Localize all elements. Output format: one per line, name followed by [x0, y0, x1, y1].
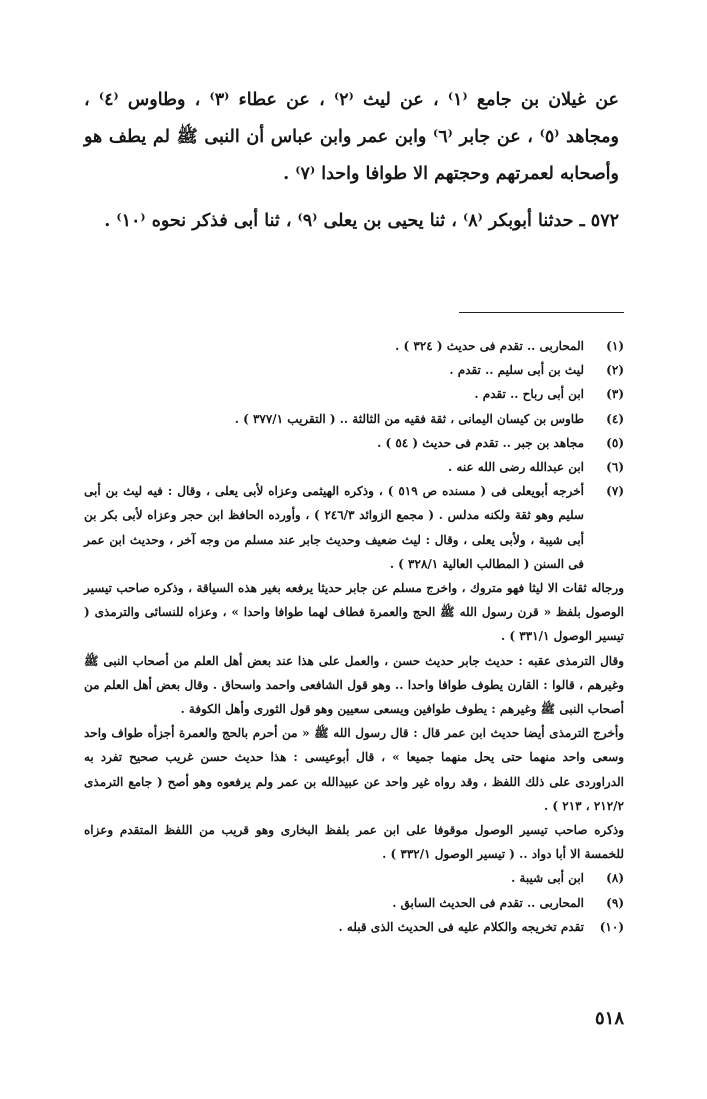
footnote-body	[84, 455, 584, 479]
footnote-paragraph: مجاهد بن جبر .. تقدم فى حديث ( ٥٤ ) .	[377, 435, 584, 450]
footnote-number: (٨)	[606, 871, 624, 886]
footnote	[84, 479, 624, 866]
footnote-paragraph: ليث بن أبى سليم .. تقدم .	[449, 363, 584, 378]
footnote-body	[84, 479, 624, 866]
footnote-body	[84, 407, 584, 431]
hadith-572-paragraph: ٥٧٢ ـ حدثنا أبوبكر ⁽٨⁾ ، ثنا يحيى بن يعلى ⁽٩⁾ ، ثنا أبى فذكر نحوه ⁽١٠⁾ .	[104, 211, 619, 231]
footnote-paragraph: تقدم تخريجه والكلام عليه فى الحديث الذى قبله .	[338, 919, 584, 934]
footnote-paragraph: أخرجه أبويعلى فى ( مسنده ص ٥١٩ ) ، وذكره الهيثمى وعزاه لأبى يعلى ، وقال : فيه ليث بن أبى سليم وهو ثقة ولكنه مدلس . ( مجمع الزوائد ٢٤٦/٣ ) ، وأورده الحافظ ابن حجر وعزاه لأبى بكر بن أبى شيبة ، ولأبى يعلى ، وقال : ليث ضعيف وحديث جابر عند مسلم من وجه آخر ، وحديث ابن عمر فى السنن ( المطالب العالية ٣٢٨/١ ) .	[84, 484, 585, 571]
footnote	[84, 891, 624, 915]
footnote-body	[84, 358, 584, 382]
footnote-body	[84, 891, 584, 915]
footnote-body	[84, 382, 584, 406]
footnote	[84, 431, 624, 455]
footnote-body	[84, 431, 584, 455]
footnote-number: (١٠)	[599, 919, 624, 934]
footnote-paragraph: ابن أبى شيبة .	[511, 871, 584, 886]
footnote-body	[84, 915, 584, 939]
footnote-body	[84, 866, 584, 890]
footnote-number: (٤)	[606, 411, 624, 426]
hadith-chain-paragraph: عن غيلان بن جامع ⁽١⁾ ، عن ليث ⁽٢⁾ ، عن عطاء ⁽٣⁾ ، وطاوس ⁽٤⁾ ، ومجاهد ⁽٥⁾ ، عن جابر ⁽٦⁾ وابن عمر وابن عباس أن النبى ﷺ لم يطف هو وأصحابه لعمرتهم وحجتهم الا طوافا واحدا ⁽٧⁾ .	[84, 90, 619, 184]
footnote	[84, 382, 624, 406]
footnote-paragraph: المحاربى .. تقدم فى الحديث السابق .	[392, 895, 584, 910]
footnote-divider	[459, 312, 624, 313]
footnote	[84, 455, 624, 479]
footnote	[84, 866, 624, 890]
footnote-paragraph: وأخرج الترمذى أيضا حديث ابن عمر قال : قال رسول الله ﷺ « من أحرم بالحج والعمرة أجزأه طواف واحد وسعى واحد منهما حتى يحل منهما جميعا » ، قال أبوعيسى : هذا حديث حسن غريب صحيح تفرد به الدراوردى على ذلك اللفظ ، وقد رواه غير واحد عن عبيدالله بن عمر ولم يرفعوه وهو أصح ( جامع الترمذى ٢١٢/٢ ، ٢١٣ ) .	[84, 726, 624, 813]
footnote-paragraph: وقال الترمذى عقبه : حديث جابر حديث حسن ، والعمل على هذا عند بعض أهل العلم من أصحاب النبى ﷺ وغيرهم ، قالوا : القارن يطوف طوافا واحدا .. وهو قول الشافعى واحمد واسحاق . وقال بعض أهل العلم من أصحاب النبى ﷺ وغيرهم : يطوف طوافين ويسعى سعيين وهو قول الثورى وأهل الكوفة .	[84, 653, 624, 717]
footnote-paragraph: ورجاله ثقات الا ليثا فهو متروك ، واخرج مسلم عن جابر حديثا يرفعه بغير هذه السياقة ، وذكره صاحب تيسير الوصول بلفظ « قرن رسول الله ﷺ الحج والعمرة فطاف لهما طوافا واحدا » ، وعزاه للنسائى والترمذى ( تيسير الوصول ٣٣١/١ ) .	[84, 581, 624, 644]
footnote	[84, 358, 624, 382]
footnote-paragraph: ابن عبدالله رضى الله عنه .	[448, 460, 584, 475]
footnote	[84, 334, 624, 358]
page-number: ٥١٨	[594, 1008, 624, 1029]
footnote-number: (٧)	[606, 484, 624, 499]
footnote-paragraph: ابن أبى رباح .. تقدم .	[474, 387, 584, 402]
footnote-number: (٦)	[606, 460, 624, 475]
main-text	[84, 82, 619, 240]
footnote-number: (٥)	[606, 435, 624, 450]
footnote-paragraph: وذكره صاحب تيسير الوصول موقوفا على ابن عمر بلفظ البخارى وهو قريب من اللفظ المتقدم وعزاه للخمسة الا أبا دواد .. ( تيسير الوصول ٣٣٢/١ ) .	[84, 823, 624, 862]
footnotes-section	[84, 334, 624, 939]
footnote	[84, 407, 624, 431]
footnote-number: (٩)	[606, 895, 624, 910]
footnote-number: (٣)	[606, 387, 624, 402]
footnote-number: (١)	[606, 339, 624, 353]
footnote-number: (٢)	[606, 363, 624, 378]
footnote-paragraph: المحاربى .. تقدم فى حديث ( ٣٢٤ ) .	[395, 339, 584, 353]
footnote	[84, 915, 624, 939]
footnote-body	[84, 334, 584, 358]
footnote-paragraph: طاوس بن كيسان اليمانى ، ثقة فقيه من الثالثة .. ( التقريب ٣٧٧/١ ) .	[234, 411, 584, 426]
